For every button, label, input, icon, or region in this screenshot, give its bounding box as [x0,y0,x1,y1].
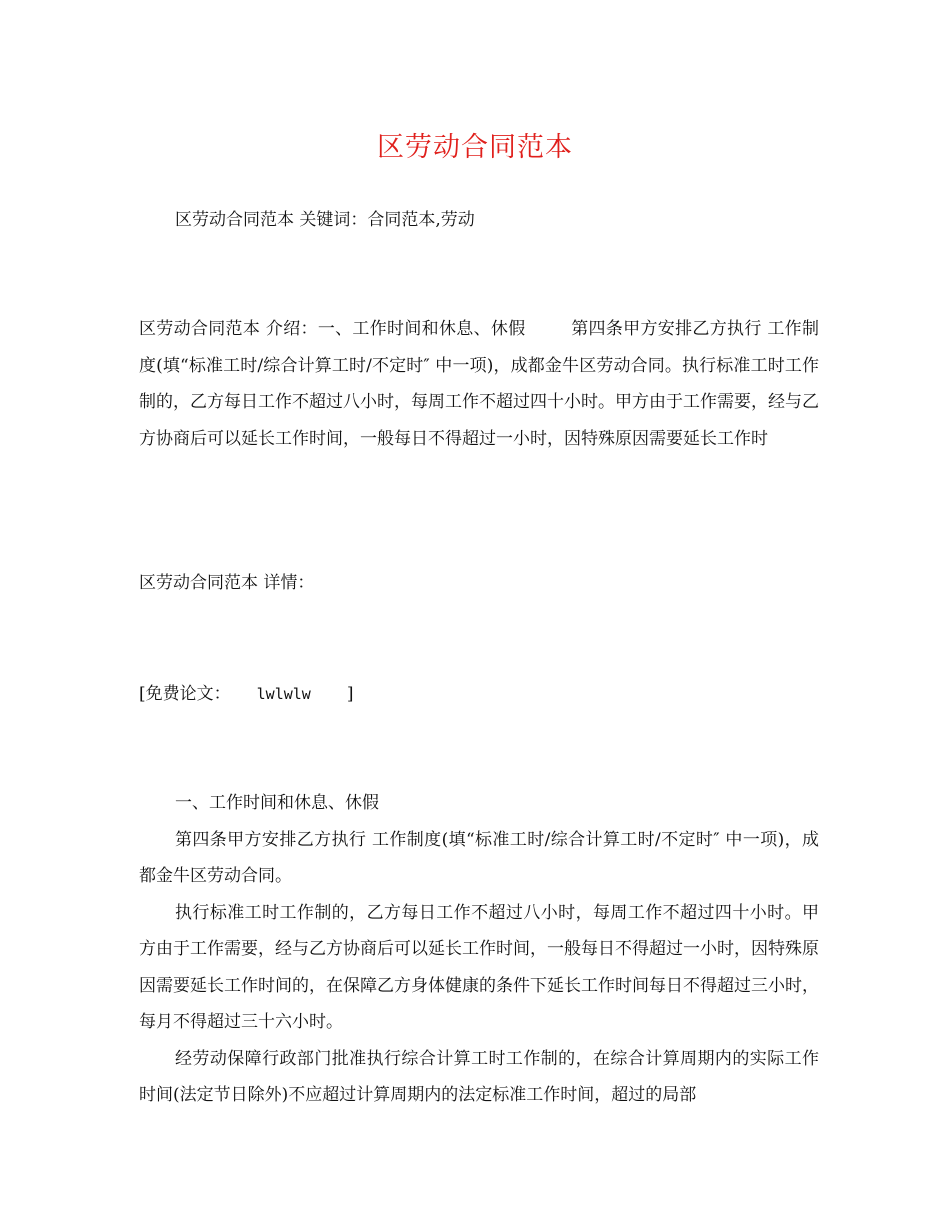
body-text [139,785,819,1114]
free-paper-open: [免费论文： [139,684,231,704]
free-paper-code: lwlwlw [256,685,311,703]
body-paragraph: 执行标准工时工作制的，乙方每日工作不超过八小时，每周工作不超过四十小时。甲方由于工作需要，经与乙方协商后可以延长工作时间，一般每日不得超过一小时，因特殊原因需要延长工作时间的，在保障乙方身体健康的条件下延长工作时间每日不得超过三小时，每月不得超过三十六小时。 [139,902,819,1032]
free-paper-close: ] [346,684,354,704]
document-title: 区劳动合同范本 [377,132,573,163]
details-label: 区劳动合同范本 详情： [139,573,315,593]
keywords-line: 区劳动合同范本 关键词：合同范本,劳动 [175,210,475,230]
body-paragraph: 一、工作时间和休息、休假 [175,793,379,813]
free-paper-line [139,676,819,713]
body-paragraph: 经劳动保障行政部门批准执行综合计算工时工作制的，在综合计算周期内的实际工作时间(法定节日除外)不应超过计算周期内的法定标准工作时间，超过的局部 [139,1048,819,1105]
body-paragraph: 第四条甲方安排乙方执行 工作制度(填“标准工时/综合计算工时/不定时″ 中一项)，成都金牛区劳动合同。 [139,829,819,886]
intro-paragraph: 区劳动合同范本 介绍：一、工作时间和休息、休假 第四条甲方安排乙方执行 工作制度(填“标准工时/综合计算工时/不定时″ 中一项)，成都金牛区劳动合同。执行标准工时工作制的，乙方每日工作不超过八小时，每周工作不超过四十小时。甲方由于工作需要，经与乙方协商后可以延长工作时间，一般每日不得超过一小时，因特殊原因需要延长工作时 [139,319,819,449]
